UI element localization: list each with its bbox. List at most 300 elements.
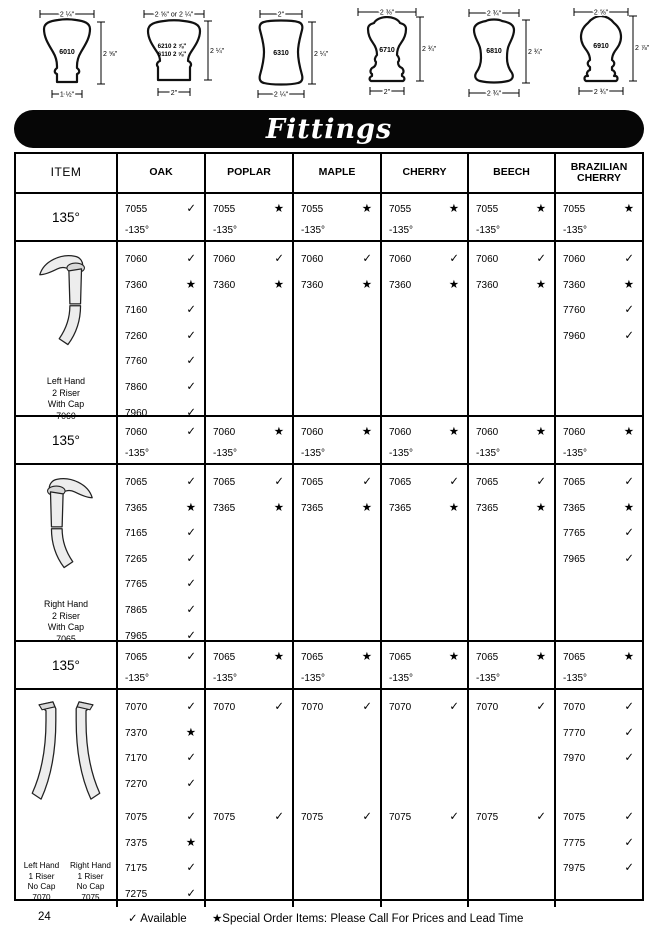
- item-code: 7760: [563, 305, 586, 317]
- item-caption-line: 1 Riser: [28, 871, 55, 881]
- maple-cell: [292, 465, 380, 649]
- availability-mark: ★: [361, 203, 372, 215]
- item-code: 7165: [125, 528, 148, 540]
- item-code: 7375: [125, 837, 148, 849]
- availability-mark: ★: [185, 726, 196, 739]
- item-code-entry: [469, 470, 554, 496]
- availability-mark: ✓: [624, 253, 634, 265]
- item-code-entry: [469, 496, 554, 522]
- item-caption-line: With Cap: [47, 399, 85, 410]
- table-row-left-hand-2-riser: [16, 240, 642, 421]
- item-code-entry: [556, 805, 642, 831]
- availability-mark: ✓: [624, 811, 634, 823]
- item-code-entry: [556, 273, 642, 299]
- availability-mark: ✓: [362, 253, 372, 265]
- column-header-oak: OAK: [116, 154, 204, 192]
- item-caption-line: 2 Riser: [52, 610, 80, 621]
- availability-mark: ✓: [186, 426, 196, 438]
- availability-mark: ★: [623, 651, 634, 663]
- cherry-cell: [380, 242, 467, 426]
- brazilian-cherry-cell: [554, 417, 642, 464]
- item-caption-line: Left Hand: [23, 861, 60, 871]
- code-group-7075: [556, 805, 642, 882]
- item-code: 7860: [125, 381, 148, 393]
- item-code: 7075: [301, 812, 324, 823]
- item-caption-right: [69, 861, 113, 903]
- item-caption-line: Right Hand: [43, 599, 88, 610]
- availability-mark: ★: [273, 278, 284, 291]
- dim-height: 2 ⅝": [103, 51, 118, 58]
- availability-mark: ✓: [186, 476, 196, 488]
- item-code-entry: [382, 695, 467, 721]
- item-code-entry: [469, 668, 554, 689]
- item-code: 7070: [213, 702, 236, 713]
- item-code-entry: [118, 647, 204, 668]
- item-code: -135°: [476, 673, 501, 684]
- poplar-cell: [204, 642, 292, 689]
- item-code-entry: [556, 443, 642, 464]
- item-code: 7075: [389, 812, 412, 823]
- code-group-7070: [294, 695, 380, 805]
- item-code-entry: [118, 721, 204, 747]
- brazilian-cherry-cell: [554, 194, 642, 241]
- item-code: 7070: [563, 702, 586, 713]
- item-code-entry: [556, 470, 642, 496]
- page-number: 24: [38, 911, 51, 923]
- legend-special-order: ★Special Order Items: Please Call For Prices and Lead Time: [212, 913, 524, 925]
- item-caption-line: 2 Riser: [52, 387, 80, 398]
- maple-cell: [292, 242, 380, 426]
- item-code: 7360: [563, 279, 586, 291]
- item-code: 7370: [125, 727, 148, 739]
- item-code: 7270: [125, 778, 148, 790]
- code-group-7070: [118, 695, 204, 805]
- table-row-135-7060: [16, 415, 642, 463]
- item-code-entry: [118, 805, 204, 831]
- item-code: 7070: [389, 702, 412, 713]
- availability-mark: ✓: [624, 476, 634, 488]
- dim-top-width: 2 ⅝": [593, 9, 609, 17]
- availability-mark: ★: [448, 501, 459, 514]
- item-code-entry: [469, 443, 554, 464]
- item-caption-line: Left Hand: [46, 376, 86, 387]
- availability-mark: ✓: [186, 777, 196, 790]
- item-code-entry: [206, 805, 292, 831]
- item-caption-line: 7065: [56, 633, 76, 644]
- item-code: 7060: [563, 254, 586, 265]
- item-code-entry: [294, 422, 380, 443]
- item-code: 7265: [125, 553, 148, 565]
- item-code-entry: [556, 695, 642, 721]
- item-code-entry: [382, 805, 467, 831]
- beech-cell: [467, 242, 554, 426]
- availability-mark: ✓: [624, 329, 634, 342]
- item-angle-label: 135°: [52, 433, 80, 448]
- item-code: 7360: [301, 279, 324, 291]
- item-code: 7060: [125, 254, 148, 265]
- item-code-entry: [206, 422, 292, 443]
- item-code: -135°: [301, 225, 326, 236]
- item-code-entry: [294, 247, 380, 273]
- availability-mark: ✓: [362, 811, 372, 823]
- item-code: 7360: [389, 279, 412, 291]
- poplar-cell: [204, 417, 292, 464]
- code-group-7075: [118, 805, 204, 907]
- item-code-entry: [118, 856, 204, 882]
- dim-top-width: 2 ¼": [59, 11, 75, 19]
- availability-mark: ✓: [624, 701, 634, 713]
- item-caption: [44, 599, 88, 645]
- availability-mark: ★: [273, 203, 284, 215]
- availability-mark: ✓: [624, 304, 634, 317]
- dim-bottom-width: 2 ¼": [273, 91, 288, 99]
- item-code: -135°: [563, 448, 588, 459]
- item-code-entry: [206, 273, 292, 299]
- item-code-entry: [206, 443, 292, 464]
- availability-mark: ★: [361, 426, 372, 438]
- item-code: 7060: [389, 427, 412, 438]
- poplar-cell: [204, 465, 292, 649]
- code-group-7070: [206, 695, 292, 805]
- item-code-entry: [382, 273, 467, 299]
- item-code-entry: [118, 470, 204, 496]
- item-code: 7055: [476, 204, 499, 215]
- item-code-entry: [469, 247, 554, 273]
- handrail-profile-6910: [548, 4, 654, 104]
- item-code-entry: [556, 856, 642, 882]
- item-code: 7365: [213, 502, 236, 514]
- dim-height: 2 ¾": [528, 49, 543, 56]
- table-row-1-riser-no-cap: [16, 688, 642, 902]
- handrail-profiles: [0, 0, 658, 104]
- beech-cell: [467, 417, 554, 464]
- item-code-entry: [556, 220, 642, 241]
- item-code-entry: [294, 668, 380, 689]
- availability-mark: ★: [185, 836, 196, 849]
- item-code-entry: [118, 668, 204, 689]
- availability-mark: ★: [361, 278, 372, 291]
- availability-mark: ✓: [274, 476, 284, 488]
- item-code: 7770: [563, 727, 586, 739]
- availability-mark: ★: [273, 501, 284, 514]
- brazilian-cherry-cell: [554, 242, 642, 426]
- item-code-entry: [469, 273, 554, 299]
- dim-height: 2 ¾": [422, 46, 437, 53]
- availability-mark: ★: [623, 501, 634, 514]
- item-code: 7760: [125, 356, 148, 368]
- column-header-item: ITEM: [50, 165, 82, 180]
- code-group-7070: [382, 695, 467, 805]
- item-code-entry: [118, 375, 204, 401]
- item-code: -135°: [125, 673, 150, 684]
- item-figure-cell: [16, 242, 116, 426]
- availability-mark: ★: [361, 501, 372, 514]
- item-code-entry: [118, 598, 204, 624]
- item-code-entry: [382, 220, 467, 241]
- dim-bottom-width: 1 ½": [59, 91, 75, 99]
- availability-mark: ✓: [362, 476, 372, 488]
- availability-mark: ✓: [186, 304, 196, 317]
- item-code: 7065: [301, 477, 324, 488]
- code-group-7070: [556, 695, 642, 805]
- availability-mark: ✓: [186, 651, 196, 663]
- item-code-entry: [382, 647, 467, 668]
- item-code-entry: [118, 772, 204, 798]
- code-group-7075: [206, 805, 292, 831]
- item-code: 7060: [476, 427, 499, 438]
- oak-cell: [116, 242, 204, 426]
- item-caption-line: 7060: [56, 410, 76, 421]
- item-code: 7965: [125, 630, 148, 642]
- item-code: -135°: [389, 673, 414, 684]
- handrail-profile-6810: [441, 4, 547, 104]
- item-angle-label: 135°: [52, 658, 80, 673]
- item-code: -135°: [301, 673, 326, 684]
- fittings-table: [14, 152, 644, 901]
- availability-mark: ✓: [536, 253, 546, 265]
- availability-mark: ★: [535, 278, 546, 291]
- item-code: 7070: [301, 702, 324, 713]
- item-code-entry: [206, 695, 292, 721]
- item-code-entry: [118, 324, 204, 350]
- availability-mark: ✓: [186, 862, 196, 875]
- item-code-entry: [556, 496, 642, 522]
- item-code: 7075: [125, 812, 148, 823]
- availability-mark: ✓: [186, 527, 196, 540]
- availability-mark: ✓: [186, 811, 196, 823]
- item-code: 7065: [301, 652, 324, 663]
- availability-mark: ✓: [274, 811, 284, 823]
- left-hand-1-riser-illustration: [29, 697, 63, 807]
- brazilian-cherry-cell: [554, 465, 642, 649]
- item-code: 7065: [213, 477, 236, 488]
- code-group-7075: [294, 805, 380, 831]
- availability-mark: ✓: [624, 552, 634, 565]
- item-code: 7365: [301, 502, 324, 514]
- item-code-entry: [469, 647, 554, 668]
- column-header-beech: BEECH: [467, 154, 554, 192]
- item-code-entry: [118, 443, 204, 464]
- item-code-entry: [556, 199, 642, 220]
- handrail-profile-6310: [228, 4, 334, 104]
- oak-cell: [116, 417, 204, 464]
- cherry-cell: [380, 465, 467, 649]
- item-code: -135°: [213, 448, 238, 459]
- item-code: 7170: [125, 753, 148, 765]
- item-code-entry: [556, 547, 642, 573]
- item-code-entry: [206, 470, 292, 496]
- availability-mark: ✓: [624, 726, 634, 739]
- availability-mark: ★: [535, 651, 546, 663]
- item-caption-line: 7070: [32, 892, 51, 902]
- dim-bottom-width: 2": [170, 90, 177, 97]
- item-code: 7065: [476, 652, 499, 663]
- item-code: -135°: [301, 448, 326, 459]
- availability-mark: ✓: [449, 811, 459, 823]
- availability-mark: ✓: [362, 701, 372, 713]
- item-code-entry: [294, 647, 380, 668]
- code-group-7075: [469, 805, 554, 831]
- page-footer: [0, 911, 658, 931]
- availability-mark: ✓: [186, 629, 196, 642]
- item-code: 7055: [301, 204, 324, 215]
- maple-cell: [292, 642, 380, 689]
- poplar-cell: [204, 690, 292, 907]
- availability-mark: ✓: [449, 701, 459, 713]
- item-code: 7060: [301, 254, 324, 265]
- availability-mark: ✓: [536, 476, 546, 488]
- item-code: 7365: [125, 502, 148, 514]
- availability-mark: ★: [185, 501, 196, 514]
- item-figure-cell: [16, 465, 116, 649]
- beech-cell: [467, 690, 554, 907]
- item-code-entry: [294, 220, 380, 241]
- item-code: 7065: [563, 652, 586, 663]
- availability-mark: ✓: [186, 578, 196, 591]
- item-code: 7975: [563, 863, 586, 875]
- item-code: 7360: [476, 279, 499, 291]
- item-code: 7065: [213, 652, 236, 663]
- cherry-cell: [380, 690, 467, 907]
- item-code: 7070: [476, 702, 499, 713]
- item-code-entry: [556, 721, 642, 747]
- item-caption-line: Right Hand: [70, 861, 111, 871]
- item-code: 7865: [125, 604, 148, 616]
- cherry-cell: [380, 642, 467, 689]
- dim-top-width: 2 ⅜": [380, 9, 395, 17]
- item-caption: [47, 376, 85, 422]
- right-hand-2-riser-illustration: [34, 468, 98, 574]
- item-caption-line: No Cap: [76, 882, 105, 892]
- item-code-entry: [118, 273, 204, 299]
- item-code: 7075: [476, 812, 499, 823]
- cherry-cell: [380, 194, 467, 241]
- availability-mark: ✓: [186, 701, 196, 713]
- availability-mark: ★: [535, 426, 546, 438]
- item-code: 7765: [125, 579, 148, 591]
- item-code: 7065: [125, 652, 148, 663]
- profile-model: 6810: [486, 48, 502, 55]
- item-code-entry: [294, 496, 380, 522]
- dim-bottom-width: 2 ¾": [487, 90, 502, 98]
- item-code: 7970: [563, 753, 586, 765]
- item-code: 7060: [301, 427, 324, 438]
- item-code-entry: [556, 521, 642, 547]
- availability-mark: ✓: [624, 752, 634, 765]
- availability-mark: ✓: [624, 862, 634, 875]
- item-code: -135°: [563, 673, 588, 684]
- item-code-entry: [469, 695, 554, 721]
- availability-mark: ✓: [186, 253, 196, 265]
- dim-bottom-width: 2": [384, 89, 391, 96]
- item-code-entry: [118, 521, 204, 547]
- poplar-cell: [204, 242, 292, 426]
- availability-mark: ✓: [624, 527, 634, 540]
- dim-top-width: 2": [277, 11, 284, 19]
- item-code-entry: [118, 547, 204, 573]
- column-header-cherry: CHERRY: [380, 154, 467, 192]
- oak-cell: [116, 690, 204, 907]
- table-row-135-7055: [16, 192, 642, 240]
- legend-available: ✓ Available: [128, 913, 187, 925]
- table-row-right-hand-2-riser: [16, 463, 642, 644]
- availability-mark: ★: [623, 278, 634, 291]
- dim-top-width: 2 ¾": [487, 10, 502, 18]
- item-code: 7065: [125, 477, 148, 488]
- item-caption-line: 7075: [81, 892, 100, 902]
- availability-mark: ★: [448, 426, 459, 438]
- item-code: -135°: [389, 225, 414, 236]
- availability-mark: ✓: [186, 203, 196, 215]
- item-code: 7070: [125, 702, 148, 713]
- item-caption-line: 1 Riser: [77, 871, 104, 881]
- availability-mark: ✓: [536, 701, 546, 713]
- item-code-entry: [382, 496, 467, 522]
- item-code-entry: [206, 647, 292, 668]
- item-code-entry: [556, 831, 642, 857]
- table-row-135-7065: [16, 640, 642, 688]
- beech-cell: [467, 465, 554, 649]
- maple-cell: [292, 690, 380, 907]
- item-code: 7175: [125, 863, 148, 875]
- availability-mark: ✓: [186, 752, 196, 765]
- profile-model-6110: 6110 2 ⅝": [157, 51, 186, 58]
- item-code: 7060: [389, 254, 412, 265]
- item-code: 7055: [563, 204, 586, 215]
- item-code-entry: [118, 572, 204, 598]
- item-code-entry: [382, 668, 467, 689]
- item-code-entry: [469, 805, 554, 831]
- item-code-entry: [206, 247, 292, 273]
- availability-mark: ✓: [186, 329, 196, 342]
- item-code-entry: [382, 247, 467, 273]
- item-code-entry: [294, 470, 380, 496]
- item-code: 7775: [563, 837, 586, 849]
- item-code-entry: [118, 882, 204, 908]
- dim-height: 2 ⅞": [634, 45, 650, 52]
- beech-cell: [467, 642, 554, 689]
- item-code: 7075: [563, 812, 586, 823]
- maple-cell: [292, 194, 380, 241]
- item-code-entry: [294, 805, 380, 831]
- availability-mark: ★: [623, 203, 634, 215]
- item-code: -135°: [213, 225, 238, 236]
- left-hand-2-riser-illustration: [34, 245, 98, 351]
- oak-cell: [116, 465, 204, 649]
- item-code-entry: [118, 496, 204, 522]
- item-code: 7060: [563, 427, 586, 438]
- item-code-entry: [556, 324, 642, 350]
- availability-mark: ✓: [186, 355, 196, 368]
- item-code: 7360: [213, 279, 236, 291]
- item-code: 7075: [213, 812, 236, 823]
- code-group-7075: [382, 805, 467, 831]
- availability-mark: ✓: [449, 253, 459, 265]
- item-code: -135°: [389, 448, 414, 459]
- item-code-entry: [294, 443, 380, 464]
- cherry-cell: [380, 417, 467, 464]
- availability-mark: ✓: [186, 552, 196, 565]
- item-code-entry: [206, 220, 292, 241]
- oak-cell: [116, 194, 204, 241]
- item-caption-left: [20, 861, 64, 903]
- item-code: 7065: [476, 477, 499, 488]
- profile-model: 6910: [593, 43, 609, 50]
- availability-mark: ✓: [274, 701, 284, 713]
- item-code: 7065: [563, 477, 586, 488]
- item-code-entry: [206, 668, 292, 689]
- column-header-poplar: POPLAR: [204, 154, 292, 192]
